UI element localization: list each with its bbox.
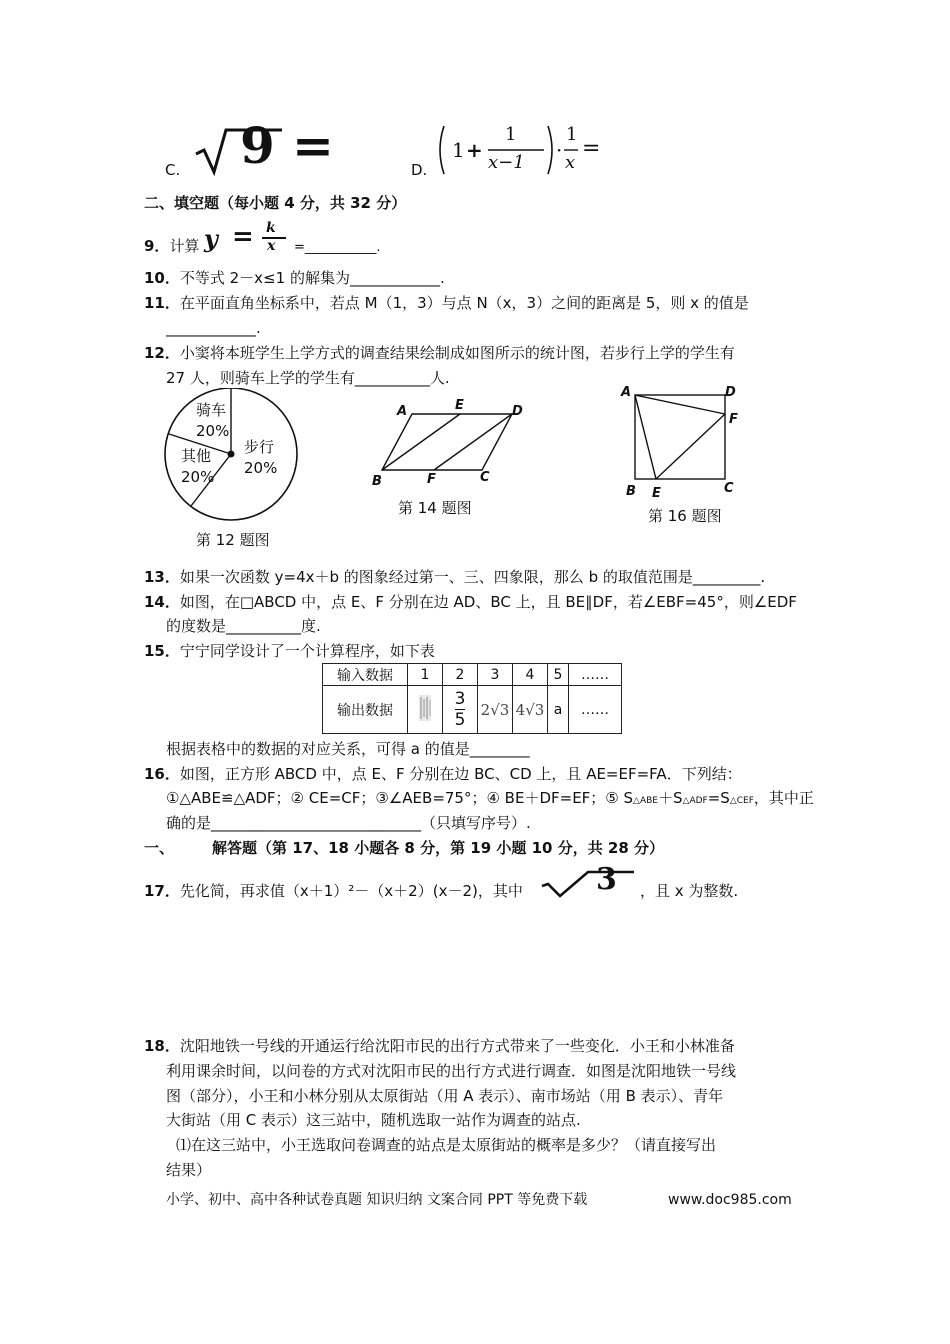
q17 bbox=[144, 881, 523, 901]
footer-url[interactable]: www.doc985.com bbox=[668, 1192, 792, 1208]
q9-eq: = bbox=[232, 222, 254, 252]
output-2-denominator: 5 bbox=[454, 710, 466, 730]
q16 bbox=[144, 764, 742, 784]
q17-radicand: 3 bbox=[596, 862, 617, 897]
program-output-label: 输出数据 bbox=[323, 686, 408, 734]
d-frac2-num: 1 bbox=[566, 124, 578, 145]
q10-text: 不等式 2－x≤1 的解集为____________. bbox=[179, 269, 445, 287]
program-output-cell-4 bbox=[513, 686, 548, 734]
fig14-point-c: C bbox=[480, 470, 490, 485]
program-table-output-row bbox=[323, 686, 622, 734]
q16-line2-a: ①△ABE≌△ADF；② CE=CF；③∠AEB=75°；④ BE＋DF=EF；⑤ S bbox=[166, 789, 634, 807]
option-c-equals: = bbox=[292, 116, 334, 175]
q14-line2: 的度数是__________度. bbox=[166, 617, 321, 635]
fig14-point-d: D bbox=[512, 404, 523, 419]
q9-number: 9． bbox=[144, 237, 170, 255]
fig14-point-a: A bbox=[397, 404, 408, 419]
section-3-number: 一、 bbox=[144, 839, 175, 857]
q16-line1: 如图，正方形 ABCD 中，点 E、F 分别在边 BC、CD 上，且 AE=EF=FA．下列结： bbox=[179, 765, 742, 783]
q18-line3: 图（部分），小王和小林分别从太原街站（用 A 表示）、南市场站（用 B 表示）、青年 bbox=[166, 1087, 724, 1105]
q17-text: 先化简，再求值（x＋1）²－（x＋2）(x－2)，其中 bbox=[179, 882, 523, 900]
q16-plus: ＋S bbox=[658, 789, 683, 807]
q9-tail: =___________. bbox=[294, 240, 381, 255]
q15-text: 宁宁同学设计了一个计算程序，如下表 bbox=[179, 642, 435, 660]
option-d-label: D. bbox=[411, 161, 428, 179]
d-plus: + bbox=[466, 138, 483, 162]
q14 bbox=[144, 592, 797, 612]
q18-line2: 利用课余时间，以问卷的方式对沈阳市民的出行方式进行调查．如图是沈阳地铁一号线 bbox=[166, 1062, 737, 1080]
q15 bbox=[144, 641, 435, 661]
fig16-point-d: D bbox=[725, 385, 736, 400]
q16-sub-adf: △ADF bbox=[682, 796, 708, 806]
q16-eq: =S bbox=[707, 789, 730, 807]
q12 bbox=[144, 343, 735, 363]
q10 bbox=[144, 268, 445, 288]
q11 bbox=[144, 293, 749, 313]
d-frac1-den: x−1 bbox=[488, 152, 525, 173]
q12-number: 12． bbox=[144, 344, 180, 362]
q18-number: 18． bbox=[144, 1037, 180, 1055]
q9-k: k bbox=[266, 220, 276, 236]
fig16-point-b: B bbox=[626, 484, 636, 499]
d-dot: · bbox=[556, 138, 563, 162]
q12-line1: 小窦将本班学生上学方式的调查结果绘制成如图所示的统计图，若步行上学的学生有 bbox=[179, 344, 735, 362]
pie-caption: 第 12 题图 bbox=[196, 531, 270, 549]
fig16-point-e: E bbox=[652, 486, 661, 501]
d-one: 1 bbox=[452, 138, 465, 162]
option-c-label: C. bbox=[165, 161, 181, 179]
q16-line2-b: ，其中正 bbox=[753, 789, 814, 807]
fig14-parallelogram bbox=[370, 396, 530, 486]
q13 bbox=[144, 567, 765, 587]
q9-y: y bbox=[204, 224, 218, 253]
q11-line1: 在平面直角坐标系中，若点 M（1，3）与点 N（x，3）之间的距离是 5，则 x 的值是 bbox=[179, 294, 749, 312]
q14-line1: 如图，在□ABCD 中，点 E、F 分别在边 AD、BC 上，且 BE∥DF，若∠EBF=45°，则∠EDF bbox=[179, 593, 797, 611]
pie-slice-other-name: 其他 bbox=[181, 447, 212, 465]
output-3-value: 2√3 bbox=[480, 700, 510, 719]
program-input-cell: 4 bbox=[513, 664, 548, 686]
pie-slice-ride-value: 20% bbox=[196, 422, 230, 440]
q13-number: 13． bbox=[144, 568, 180, 586]
program-input-cell: 1 bbox=[408, 664, 443, 686]
program-table-input-row bbox=[323, 664, 622, 686]
output-2-numerator: 3 bbox=[454, 689, 466, 709]
program-input-cell: …… bbox=[569, 664, 622, 686]
program-table bbox=[322, 663, 622, 734]
program-output-cell-1 bbox=[408, 686, 443, 734]
pie-slice-ride-name: 骑车 bbox=[196, 401, 227, 419]
program-input-cell: 3 bbox=[478, 664, 513, 686]
q13-text: 如果一次函数 y=4x＋b 的图象经过第一、三、四象限，那么 b 的取值范围是_________. bbox=[179, 568, 766, 586]
pie-center-dot bbox=[228, 451, 235, 458]
q18-line4: 大街站（用 C 表示）这三站中，随机选取一站作为调查的站点. bbox=[166, 1111, 581, 1129]
fig14-point-f: F bbox=[427, 472, 436, 487]
q16-number: 16． bbox=[144, 765, 180, 783]
program-output-cell-more: …… bbox=[569, 686, 622, 734]
q11-number: 11． bbox=[144, 294, 180, 312]
q18-sub1-line2: 结果） bbox=[166, 1161, 212, 1179]
pie-slice-other-value: 20% bbox=[181, 468, 215, 486]
q16-line2 bbox=[166, 788, 814, 811]
q18 bbox=[144, 1036, 735, 1056]
q15-number: 15． bbox=[144, 642, 180, 660]
q9 bbox=[144, 236, 199, 256]
q11-line2: ____________. bbox=[166, 319, 261, 337]
fig14-caption: 第 14 题图 bbox=[398, 499, 472, 517]
output-1-garbled-image bbox=[417, 691, 433, 725]
fig16-square bbox=[630, 390, 730, 490]
q16-line3: 确的是____________________________（只填写序号）. bbox=[166, 814, 531, 832]
d-frac2-den: x bbox=[565, 152, 576, 173]
program-input-cell: 5 bbox=[548, 664, 569, 686]
fig14-point-e: E bbox=[455, 398, 464, 413]
q15-after: 根据表格中的数据的对应关系，可得 a 的值是________ bbox=[166, 740, 530, 758]
program-input-label: 输入数据 bbox=[323, 664, 408, 686]
pie-slice-walk-name: 步行 bbox=[244, 438, 275, 456]
q10-number: 10． bbox=[144, 269, 180, 287]
q17-sqrt-sign bbox=[540, 868, 640, 898]
program-output-cell-2 bbox=[443, 686, 478, 734]
fig16-point-a: A bbox=[621, 385, 632, 400]
q9-text: 计算 bbox=[169, 237, 200, 255]
output-4-value: 4√3 bbox=[515, 700, 545, 719]
program-output-cell-5: a bbox=[548, 686, 569, 734]
q9-x: x bbox=[267, 238, 276, 254]
q18-line1: 沈阳地铁一号线的开通运行给沈阳市民的出行方式带来了一些变化．小王和小林准备 bbox=[179, 1037, 735, 1055]
q17-number: 17． bbox=[144, 882, 180, 900]
fig14-point-b: B bbox=[372, 474, 382, 489]
fig16-point-f: F bbox=[729, 412, 738, 427]
q16-sub-abe: △ABE bbox=[633, 796, 658, 806]
fig16-point-c: C bbox=[724, 481, 734, 496]
pie-slice-walk-value: 20% bbox=[244, 459, 278, 477]
d-frac1-num: 1 bbox=[505, 124, 517, 145]
d-equals: = bbox=[582, 136, 601, 161]
fig16-caption: 第 16 题图 bbox=[648, 507, 722, 525]
sqrt-radicand: 9 bbox=[240, 116, 275, 175]
footer-text: 小学、初中、高中各种试卷真题 知识归纳 文案合同 PPT 等免费下载 bbox=[166, 1192, 588, 1208]
section-3-heading: 解答题（第 17、18 小题各 8 分，第 19 小题 10 分，共 28 分） bbox=[212, 839, 665, 857]
q12-line2: 27 人，则骑车上学的学生有__________人. bbox=[166, 369, 450, 387]
q14-number: 14． bbox=[144, 593, 180, 611]
section-2-heading: 二、填空题（每小题 4 分，共 32 分） bbox=[144, 194, 407, 212]
q18-sub1-line1: ⑴在这三站中，小王选取问卷调查的站点是太原街站的概率是多少？（请直接写出 bbox=[176, 1136, 717, 1154]
program-input-cell: 2 bbox=[443, 664, 478, 686]
q16-sub-cef: △CEF bbox=[729, 796, 754, 806]
q17-tail: ，且 x 为整数. bbox=[640, 882, 739, 900]
program-output-cell-3 bbox=[478, 686, 513, 734]
